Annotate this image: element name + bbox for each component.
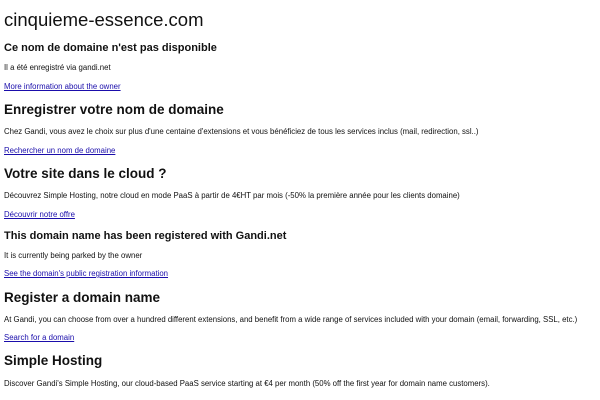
owner-info-link[interactable]: More information about the owner (4, 82, 121, 91)
search-domain-link-fr[interactable]: Rechercher un nom de domaine (4, 146, 116, 155)
register-heading-fr: Enregistrer votre nom de domaine (4, 102, 224, 117)
hosting-heading-en: Simple Hosting (4, 353, 103, 368)
register-heading-en: Register a domain name (4, 290, 161, 305)
unavailable-heading: Ce nom de domaine n'est pas disponible (4, 42, 217, 54)
public-registration-link[interactable]: See the domain's public registration information (4, 269, 169, 278)
cloud-heading-fr: Votre site dans le cloud ? (4, 166, 167, 181)
register-text-en: At Gandi, you can choose from over a hundred different extensions, and benefit from a wide range of services included with your domain (email, forwarding, SSL, etc.) (4, 315, 578, 324)
hosting-text-en: Discover Gandi's Simple Hosting, our cloud-based PaaS service starting at €4 per month (50% off the first year for domain name customers). (4, 379, 490, 388)
register-text-fr: Chez Gandi, vous avez le choix sur plus d'une centaine d'extensions et vous bénéficiez de tous les services inclus (mail, redirection, ssl..) (4, 127, 479, 136)
discover-offer-link-fr[interactable]: Découvrir notre offre (4, 210, 75, 219)
domain-title: cinquieme-essence.com (4, 9, 204, 30)
registered-heading-en: This domain name has been registered with Gandi.net (4, 230, 287, 242)
cloud-text-fr: Découvrez Simple Hosting, notre cloud en mode PaaS à partir de 4€HT par mois (-50% la première année pour les clients domaine) (4, 191, 460, 200)
registered-text-en: It is currently being parked by the owner (4, 251, 143, 260)
unavailable-text: Il a été enregistré via gandi.net (4, 63, 111, 72)
search-domain-link-en[interactable]: Search for a domain (4, 333, 75, 342)
